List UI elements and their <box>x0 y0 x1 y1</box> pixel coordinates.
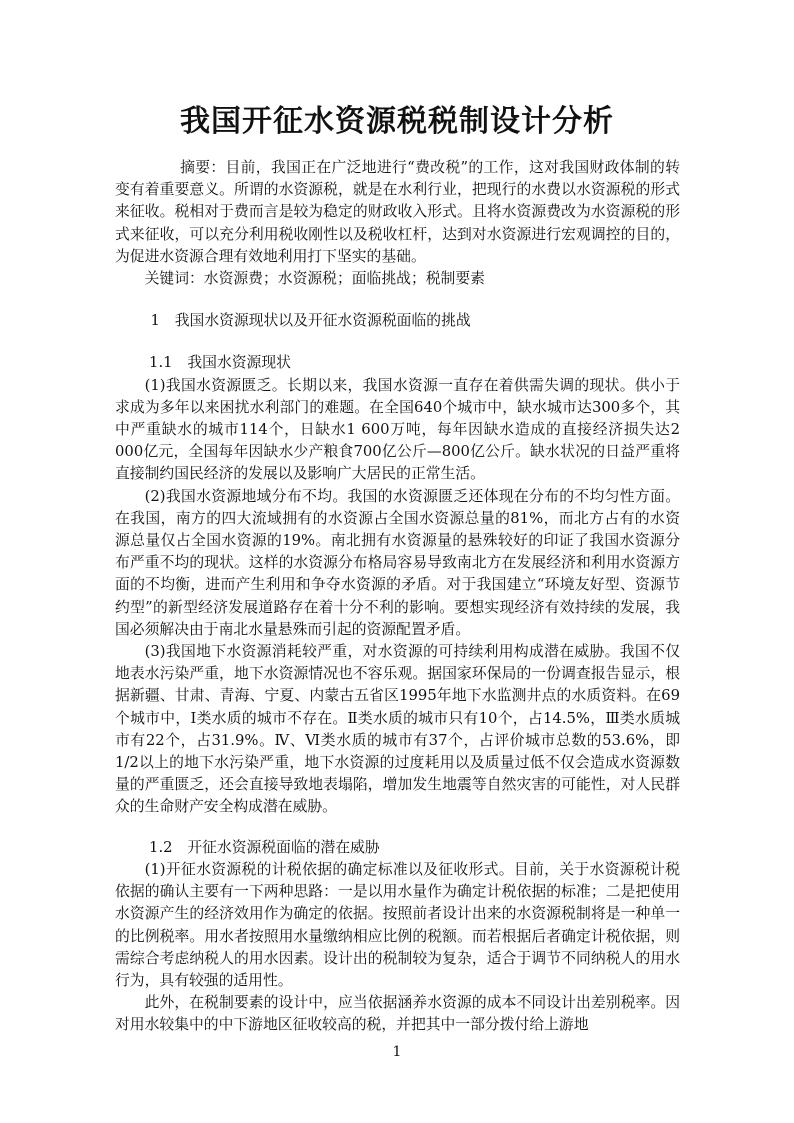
section-spacer <box>115 819 680 837</box>
paragraph-uneven-distribution: (2)我国水资源地域分布不均。我国的水资源匮乏还体现在分布的不均匀性方面。在我国，南方的四大流域拥有的水资源占全国水资源总量的81%，而北方占有的水资源总量仅占全国水资源的19%。南北拥有水资源量的悬殊较好的印证了我国水资源分布严重不均的现状。这样的水资源分布格局容易导致南北方在发展经济和利用水资源方面的不均衡，进而产生利用和争夺水资源的矛盾。对于我国建立“环境友好型、资源节约型”的新型经济发展道路存在着十分不利的影响。要想实现经济有效持续的发展，我国必须解决由于南北水量悬殊而引起的资源配置矛盾。 <box>115 487 680 638</box>
document-title: 我国开征水资源税税制设计分析 <box>180 104 614 139</box>
paragraph-groundwater: (3)我国地下水资源消耗较严重，对水资源的可持续利用构成潜在威胁。我国不仅地表水污染严重，地下水资源情况也不容乐观。据国家环保局的一份调查报告显示，根据新疆、甘肃、青海、宁夏、内蒙古五省区1995年地下水监测井点的水质资料。在69个城市中，I类水质的城市不存在。Ⅱ类水质的城市只有10个，占14.5%，Ⅲ类水质城市有22个，占31.9%。Ⅳ、Ⅵ类水质的城市有37个，占评价城市总数的53.6%，即1/2以上的地下水污染严重，地下水资源的过度耗用以及质量过低不仅会造成水资源数量的严重匮乏，还会直接导致地表塌陷，增加发生地震等自然灾害的可能性，对人民群众的生命财产安全构成潜在威胁。 <box>115 643 680 816</box>
section-heading-1-2: 1.2 开征水资源税面临的潜在威胁 <box>149 838 380 856</box>
document-body <box>115 157 680 1037</box>
section-heading-1: 1 我国水资源现状以及开征水资源税面临的挑战 <box>150 312 471 330</box>
paragraph-tax-basis: (1)开征水资源税的计税依据的确定标准以及征收形式。目前，关于水资源税计税依据的确认主要有一下两种思路：一是以用水量作为确定计税依据的标准；二是把使用水资源产生的经济效用作为确定的依据。按照前者设计出来的水资源税制将是一种单一的比例税率。用水者按照用水量缴纳相应比例的税额。而若根据后者确定计税依据，则需综合考虑纳税人的用水因素。设计出的税制较为复杂，适合于调节不同纳税人的用水行为，具有较强的适用性。 <box>115 860 680 989</box>
keywords-line: 关键词：水资源费；水资源税；面临挑战；税制要素 <box>144 270 485 288</box>
paragraph-differential-rates: 此外，在税制要素的设计中，应当依据涵养水资源的成本不同设计出差别税率。因对用水较集中的中下游地区征收较高的税，并把其中一部分拨付给上游地 <box>115 994 680 1034</box>
section-heading-1-1: 1.1 我国水资源现状 <box>149 354 291 372</box>
abstract-paragraph: 摘要：目前，我国正在广泛地进行“费改税”的工作，这对我国财政体制的转变有着重要意义。所谓的水资源税，就是在水利行业，把现行的水费以水资源税的形式来征收。税相对于费而言是较为稳定的财政收入形式。且将水资源费改为水资源税的形式来征收，可以充分利用税收刚性以及税收杠杆，达到对水资源进行宏观调控的目的，为促进水资源合理有效地利用打下坚实的基础。 <box>115 159 680 265</box>
paragraph-water-scarcity: (1)我国水资源匮乏。长期以来，我国水资源一直存在着供需失调的现状。供小于求成为多年以来困扰水利部门的难题。在全国640个城市中，缺水城市达300多个，其中严重缺水的城市114个，日缺水1 600万吨，每年因缺水造成的直接经济损失达2 000亿元，全国每年因缺水少产粮食700亿公斤—800亿公斤。缺水状况的日益严重将直接制约国民经济的发展以及影响广大居民的正常生活。 <box>115 376 680 483</box>
page-number: 1 <box>392 1044 402 1060</box>
